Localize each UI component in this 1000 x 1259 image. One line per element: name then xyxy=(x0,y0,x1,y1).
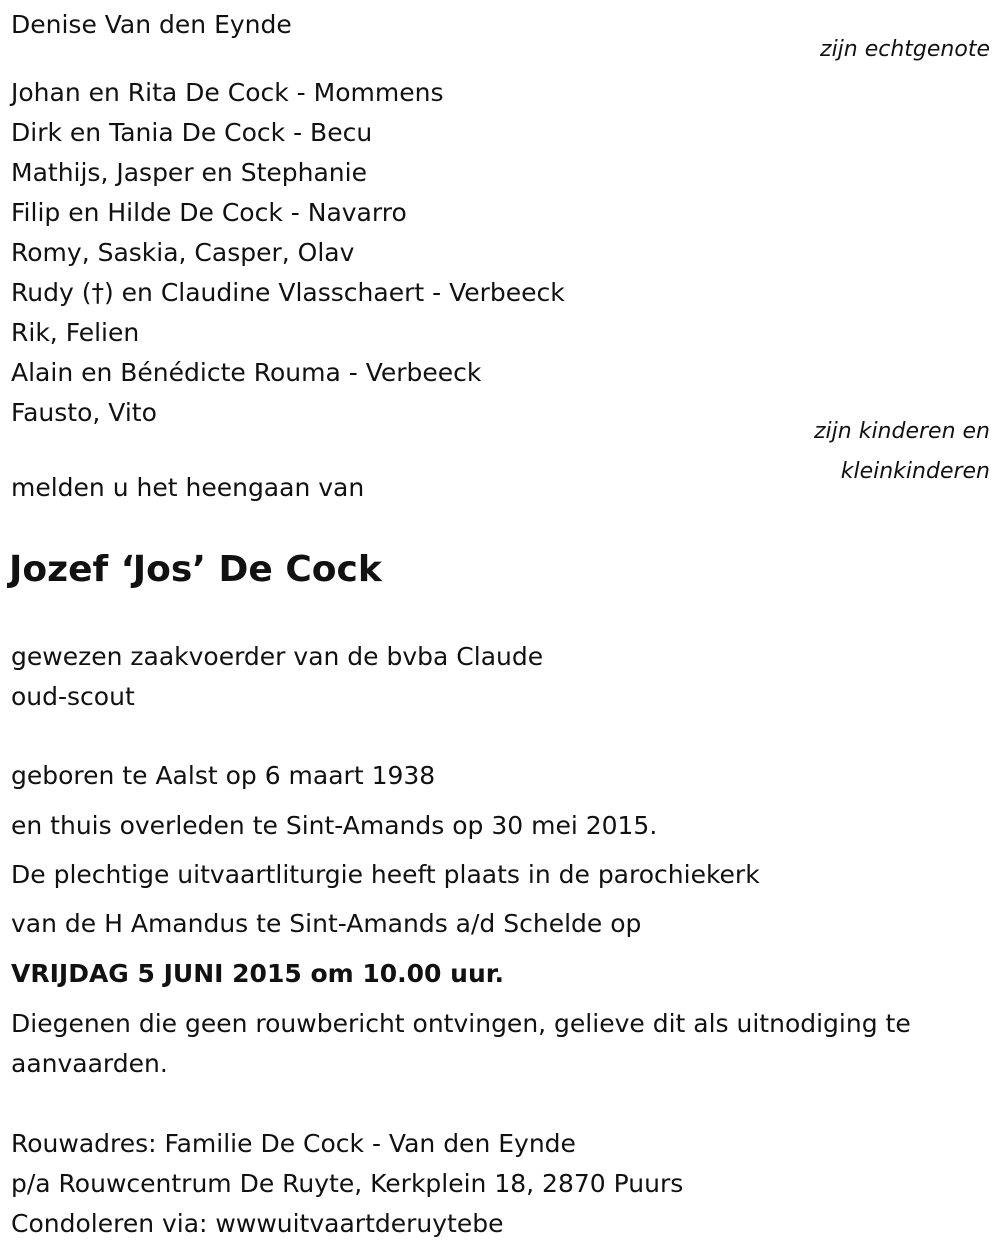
list-item: Rik, Felien xyxy=(11,318,140,347)
list-item: Fausto, Vito xyxy=(11,398,157,427)
children-relation-line2: kleinkinderen xyxy=(840,459,990,484)
announcement: melden u het heengaan van xyxy=(11,473,365,502)
funeral-date-time: VRIJDAG 5 JUNI 2015 om 10.00 uur. xyxy=(11,959,505,988)
address-line1: Rouwadres: Familie De Cock - Van den Eynde xyxy=(11,1129,576,1158)
list-item: Alain en Bénédicte Rouma - Verbeeck xyxy=(11,358,482,387)
liturgy-line1: De plechtige uitvaartliturgie heeft plaats in de parochiekerk xyxy=(11,860,760,889)
deceased-extra: oud-scout xyxy=(11,682,135,711)
condolences-line: Condoleren via: wwwuitvaartderuytebe xyxy=(11,1209,504,1238)
invitation-line1: Diegenen die geen rouwbericht ontvingen, gelieve dit als uitnodiging te xyxy=(11,1009,911,1038)
death-line: en thuis overleden te Sint-Amands op 30 mei 2015. xyxy=(11,811,658,840)
list-item: Dirk en Tania De Cock - Becu xyxy=(11,118,373,147)
list-item: Rudy (†) en Claudine Vlasschaert - Verbeeck xyxy=(11,278,565,307)
invitation-line2: aanvaarden. xyxy=(11,1049,168,1078)
children-list xyxy=(11,73,565,433)
list-item: Johan en Rita De Cock - Mommens xyxy=(11,78,444,107)
deceased-occupation: gewezen zaakvoerder van de bvba Claude xyxy=(11,642,544,671)
list-item: Mathijs, Jasper en Stephanie xyxy=(11,158,367,187)
list-item: Filip en Hilde De Cock - Navarro xyxy=(11,198,407,227)
list-item: Romy, Saskia, Casper, Olav xyxy=(11,238,355,267)
spouse-name: Denise Van den Eynde xyxy=(11,10,292,39)
birth-line: geboren te Aalst op 6 maart 1938 xyxy=(11,761,436,790)
liturgy-line2: van de H Amandus te Sint-Amands a/d Schelde op xyxy=(11,909,642,938)
address-line2: p/a Rouwcentrum De Ruyte, Kerkplein 18, 2870 Puurs xyxy=(11,1169,684,1198)
deceased-name: Jozef ‘Jos’ De Cock xyxy=(9,549,382,590)
children-relation-line1: zijn kinderen en xyxy=(814,419,990,444)
spouse-relation: zijn echtgenote xyxy=(820,37,990,62)
